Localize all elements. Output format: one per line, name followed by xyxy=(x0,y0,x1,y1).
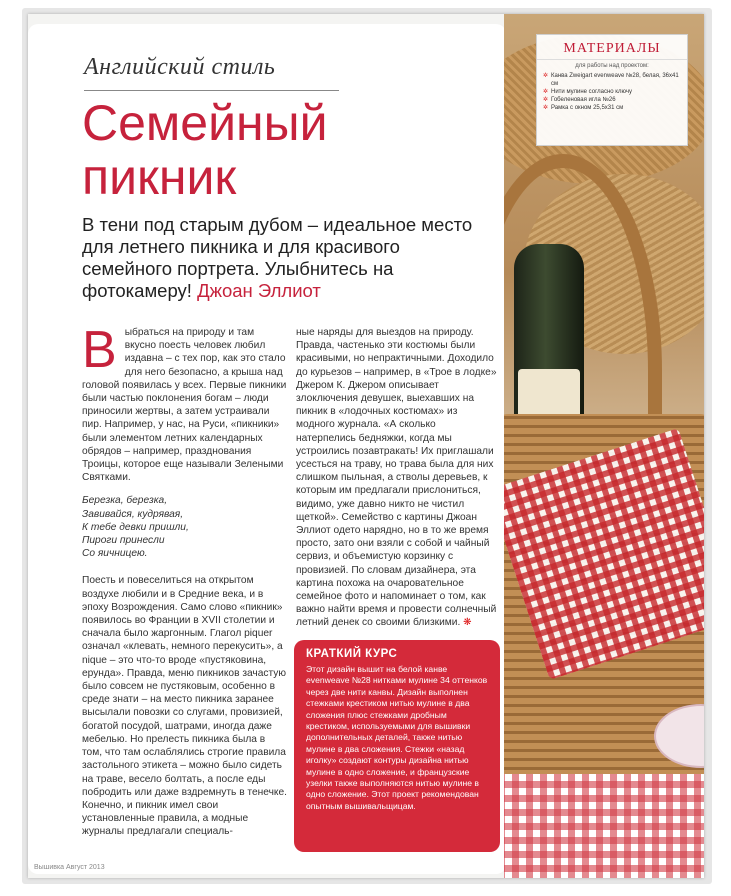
folk-poem xyxy=(82,494,288,560)
title-line-2: пикник xyxy=(82,149,237,205)
article-column-1 xyxy=(82,321,288,849)
section-kicker: Английский стиль xyxy=(84,54,276,80)
page-footer: Вышивка Август 2013 xyxy=(34,864,105,871)
materials-list xyxy=(537,72,687,112)
article-column-2 xyxy=(296,326,498,640)
tablecloth-image xyxy=(504,774,704,878)
title-line-1: Семейный xyxy=(82,95,328,151)
materials-title: МАТЕРИАЛЫ xyxy=(563,41,661,56)
lede-text: В тени под старым дубом – идеальное место для летнего пикника и для красивого семейного портрета. Улыбнитесь на фотокамеру! xyxy=(82,214,473,301)
drop-cap: В xyxy=(82,321,117,379)
materials-item: ✲ Гобеленовая игла №26 xyxy=(543,96,681,104)
materials-item: ✲ Канва Zweigart evenweave №28, белая, 36х41 см xyxy=(543,72,681,88)
materials-item: ✲ Рамка с окном 25,5х31 см xyxy=(543,104,681,112)
paragraph-text: ные наряды для выездов на природу. Правда, частенько эти костюмы были красивыми, но непрактичными. Доходило до курьезов – например, в «Трое в лодке» Джером К. Джером описывает злоключения девушек, выехавших на пикник в «лодочных костюмах» из модного журнала. «А сколько натерпелись бедняжки, когда мы устроились позавтракать! Их приглашали усесться на траву, но трава была для них слишком пыльная, а стволы деревьев, к которым им предлагали прислониться, видимо, уже давно никто не чистил щеткой». Семейство с картины Джоан Эллиот одето нарядно, но в то же время просто, зато они взяли с собой и чайный сервиз, и объемистую корзинку с провизией. По словам дизайнера, эта картина похожа на очаровательное семейное фото и напоминает о том, как важно найти время и провести солнечный летний денек со своими близкими. xyxy=(296,327,497,629)
kicker-underline xyxy=(84,90,339,91)
poem-line: Пироги принесли xyxy=(82,535,165,547)
end-mark-icon: ❋ xyxy=(463,617,472,629)
article-lede xyxy=(82,214,482,302)
materials-subtitle: для работы над проектом: xyxy=(537,59,687,69)
article-paragraph: Поесть и повеселиться на открытом воздухе любили и в Средние века, и в эпоху Возрождения. Само слово «пикник» появилось во Франции в XVII столетии и сначала было жаргонным. Глагол piquer означал «клевать, немного перекусить», а nique – это что-то вроде «пустяковина, ерунда». Правда, меню пикников зачастую было совсем не пустяковым, особенно в среде знати – на место пикника заранее высылали повозки со слугами, провизией, богатой посудой, шатрами, иногда даже мебелью. Но прелесть пикника была в том, что там ослаблялись строгие правила застольного этикета – можно было сидеть на траве, весело болтать, а после еды побродить или даже вздремнуть в тенечке. Конечно, и пикник имел свои установленные правила, а модные журналы предлагали специаль- xyxy=(82,575,287,838)
poem-line: Завивайся, кудрявая, xyxy=(82,508,184,520)
author-name: Джоан Эллиот xyxy=(197,280,321,301)
paragraph-text: ыбраться на природу и там вкусно поесть человек любил издавна – с тех пор, как это стало для него безопасно, а крыша над головой появилась у всех. Первые пикники были частью поклонения богам – люди приносили жертвы, а затем устраивали пир. Например, у нас, на Руси, «пикники» были элементом летних календарных обрядов – например, празднования Троицы, которое еще называли Зелеными Святками. xyxy=(82,327,287,484)
course-text: Этот дизайн вышит на белой канве evenweave №28 нитками мулине 34 оттенков через две нити канвы. Дизайн выполнен стежками крестиком нитью мулине в два сложения плюс стежками дробным крестиком, используемыми для вышивки дополнительных деталей, также нитью мулине в два сложения. Стежки «назад иголку» создают контуры дизайна нитью мулине в одно сложение, и французские узелки также выполняются нитью мулине в одно сложение. Этот проект рекомендован опытным вышивальщицам. xyxy=(306,664,488,811)
course-title: КРАТКИЙ КУРС xyxy=(306,648,398,660)
materials-box xyxy=(536,34,688,146)
article-paragraph xyxy=(296,326,498,630)
poem-line: К тебе девки пришли, xyxy=(82,521,189,533)
magazine-page xyxy=(28,14,704,878)
article-title xyxy=(82,96,502,204)
poem-line: Березка, березка, xyxy=(82,495,168,507)
materials-item: ✲ Нити мулине согласно ключу xyxy=(543,88,681,96)
brief-course-box xyxy=(294,640,500,852)
poem-line: Со яичницею. xyxy=(82,548,148,560)
article-paragraph xyxy=(82,321,288,484)
